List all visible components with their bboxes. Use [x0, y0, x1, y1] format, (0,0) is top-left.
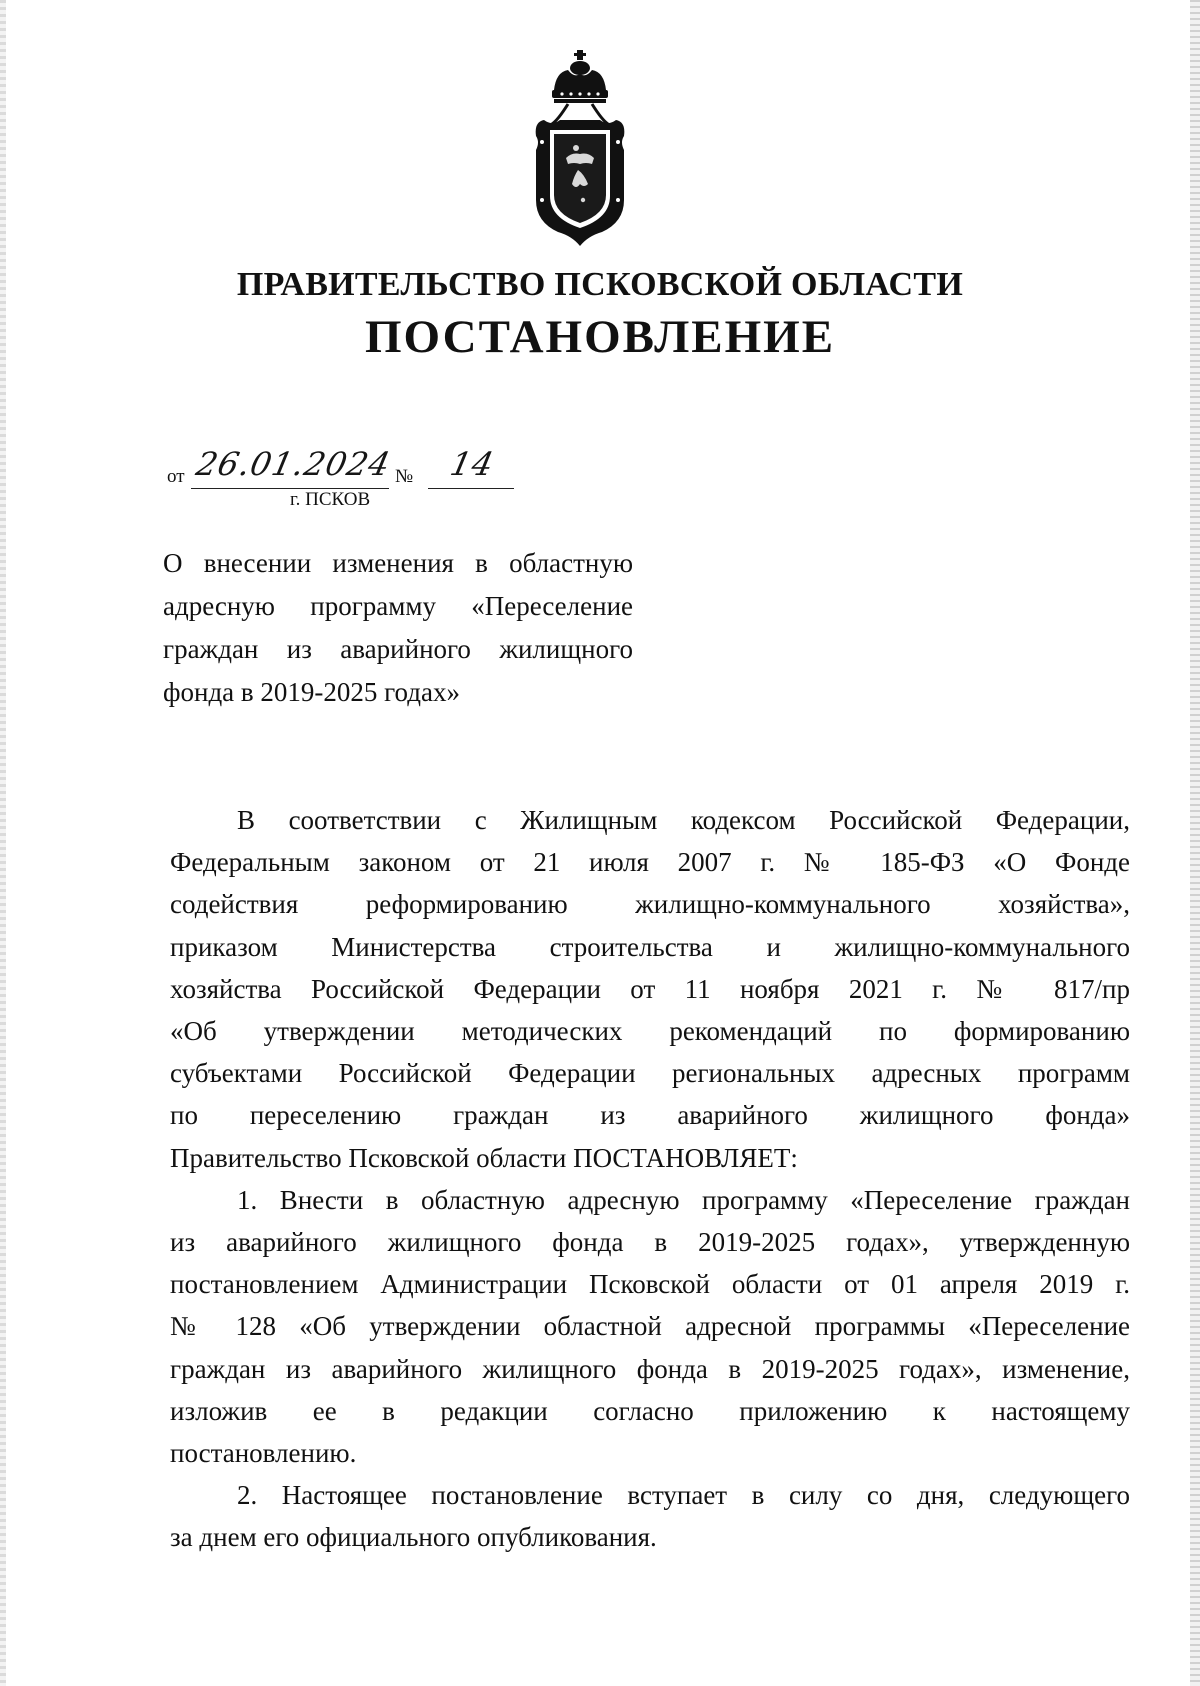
subject-line: адресную программу «Переселение — [163, 591, 633, 621]
government-name: ПРАВИТЕЛЬСТВО ПСКОВСКОЙ ОБЛАСТИ — [236, 266, 964, 303]
body-line: постановлением Администрации Псковской области от 01 апреля 2019 г. — [170, 1269, 1130, 1300]
body-line: содействия реформированию жилищно-коммунального хозяйства», — [170, 889, 1130, 920]
subject-line: фонда в 2019-2025 годах» — [163, 677, 460, 707]
body-line: приказом Министерства строительства и жилищно-коммунального — [170, 931, 1130, 962]
handwritten-date: 26.01.2024 — [192, 445, 395, 483]
registration-line — [167, 445, 527, 495]
body-line: граждан из аварийного жилищного фонда в 2019-2025 годах», изменение, — [170, 1353, 1130, 1384]
handwritten-number: 14 — [446, 445, 498, 483]
body-line: постановлению. — [170, 1438, 357, 1469]
body-line: по переселению граждан из аварийного жилищного фонда» — [170, 1100, 1130, 1131]
document-body — [170, 799, 1130, 1559]
scan-edge-right — [1190, 0, 1200, 1686]
body-line: из аварийного жилищного фонда в 2019-2025 годах», утвержденную — [170, 1227, 1130, 1258]
body-line: В соответствии с Жилищным кодексом Российской Федерации, — [237, 805, 1130, 835]
scan-edge-left — [0, 0, 6, 1686]
body-line: субъектами Российской Федерации региональных адресных программ — [170, 1058, 1130, 1089]
body-line: Правительство Псковской области ПОСТАНОВЛЯЕТ: — [170, 1142, 798, 1173]
number-underline — [428, 488, 514, 489]
body-line: изложив ее в редакции согласно приложению к настоящему — [170, 1395, 1130, 1426]
city-label: г. ПСКОВ — [290, 489, 371, 510]
body-line: хозяйства Российской Федерации от 11 ноября 2021 г. № 817/пр — [170, 973, 1130, 1004]
number-prefix: № — [395, 466, 414, 487]
document-subject — [163, 542, 633, 714]
document-type-title: ПОСТАНОВЛЕНИЕ — [364, 311, 836, 363]
subject-line: граждан из аварийного жилищного — [163, 634, 633, 664]
date-prefix: от — [167, 466, 185, 487]
body-line: 2. Настоящее постановление вступает в силу со дня, следующего — [237, 1480, 1130, 1511]
body-line: «Об утверждении методических рекомендаций по формированию — [170, 1016, 1130, 1047]
subject-line: О внесении изменения в областную — [163, 548, 633, 578]
body-line: 1. Внести в областную адресную программу «Переселение граждан — [237, 1184, 1130, 1215]
body-line: за днем его официального опубликования. — [170, 1522, 657, 1553]
body-line: Федеральным законом от 21 июля 2007 г. № 185-ФЗ «О Фонде — [170, 847, 1130, 878]
body-line: № 128 «Об утверждении областной адресной программы «Переселение — [170, 1311, 1130, 1342]
coat-of-arms-emblem — [528, 50, 632, 254]
